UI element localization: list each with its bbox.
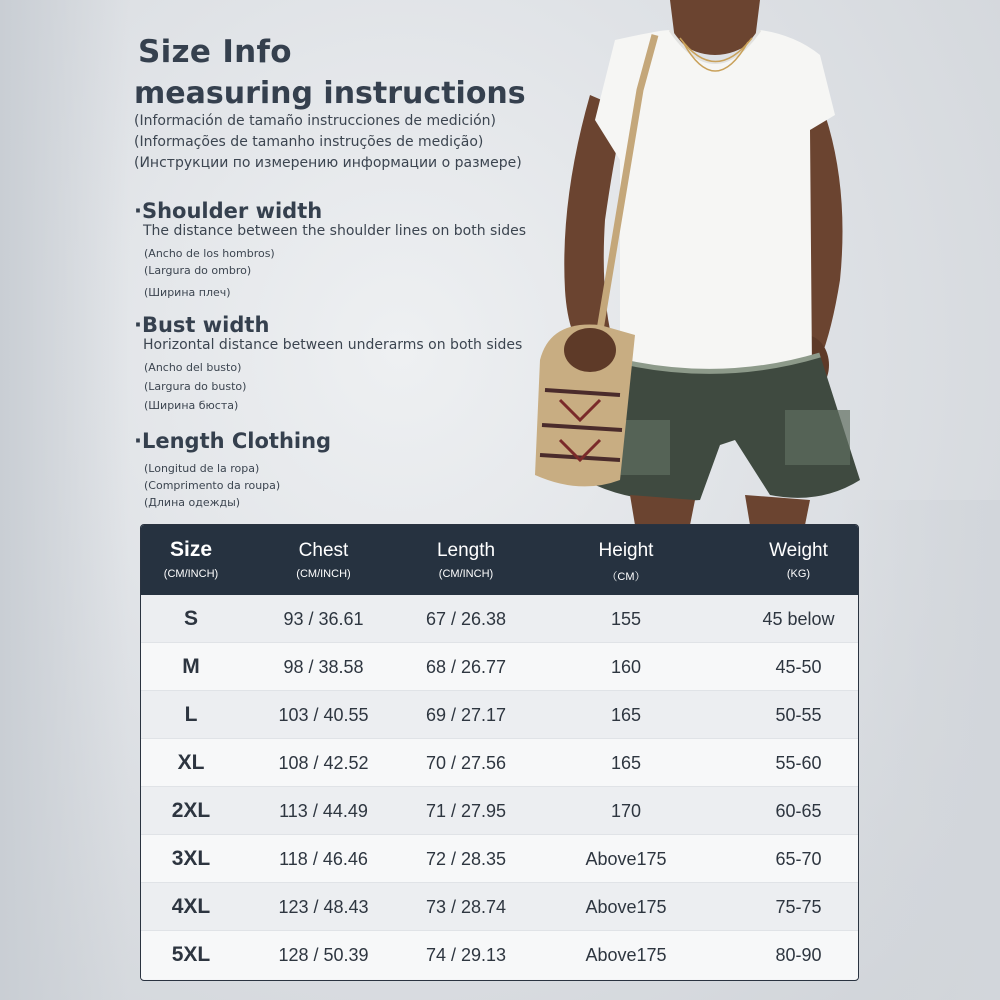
table-row bbox=[141, 691, 858, 739]
bust-width-translation-es: (Ancho del busto) bbox=[144, 361, 242, 374]
header-height-label: Height bbox=[598, 540, 654, 561]
weight-cell: 50-55 bbox=[775, 705, 822, 725]
weight-cell: 65-70 bbox=[775, 849, 822, 869]
table-header bbox=[141, 525, 858, 595]
bust-width-translation-pt: (Largura do busto) bbox=[144, 380, 247, 393]
length-clothing-translation-ru: (Длина одежды) bbox=[144, 496, 241, 509]
table-row bbox=[141, 931, 858, 979]
chest-cell: 93 / 36.61 bbox=[283, 609, 364, 629]
header-weight bbox=[721, 525, 859, 595]
header-chest bbox=[241, 525, 406, 595]
height-cell: 160 bbox=[610, 657, 642, 677]
header-chest-label: Chest bbox=[298, 540, 349, 561]
shoulder-width-description: The distance between the shoulder lines on both sides bbox=[143, 223, 527, 239]
header-length bbox=[391, 525, 541, 595]
length-cell: 73 / 28.74 bbox=[425, 897, 507, 917]
header-weight-unit: (KG) bbox=[786, 568, 811, 580]
header-weight-label: Weight bbox=[769, 540, 828, 561]
table-row bbox=[141, 739, 858, 787]
weight-cell: 80-90 bbox=[775, 945, 822, 965]
length-cell: 69 / 27.17 bbox=[425, 705, 507, 725]
height-cell: Above175 bbox=[585, 849, 667, 869]
size-cell: 2XL bbox=[171, 799, 211, 822]
chest-cell: 98 / 38.58 bbox=[283, 657, 364, 677]
weight-cell: 55-60 bbox=[775, 753, 822, 773]
size-cell: M bbox=[182, 655, 200, 678]
length-cell: 74 / 29.13 bbox=[425, 945, 507, 965]
height-cell: Above175 bbox=[585, 897, 667, 917]
size-cell: 4XL bbox=[171, 895, 211, 918]
height-cell: 170 bbox=[610, 801, 642, 821]
header-size-label: Size bbox=[169, 538, 213, 561]
length-cell: 67 / 26.38 bbox=[425, 609, 507, 629]
chest-cell: 123 / 48.43 bbox=[278, 897, 369, 917]
shoulder-width-translation-es: (Ancho de los hombros) bbox=[144, 247, 275, 260]
table-row bbox=[141, 595, 858, 643]
chest-cell: 108 / 42.52 bbox=[278, 753, 369, 773]
weight-cell: 45-50 bbox=[775, 657, 822, 677]
table-row bbox=[141, 835, 858, 883]
bust-width-translation-ru: (Ширина бюста) bbox=[144, 399, 239, 412]
shoulder-width-heading: ·Shoulder width bbox=[134, 199, 323, 223]
chest-cell: 113 / 44.49 bbox=[279, 801, 368, 821]
length-clothing-heading: ·Length Clothing bbox=[134, 429, 332, 453]
subtitle-translation-es: (Información de tamaño instrucciones de medición) bbox=[134, 113, 497, 129]
length-cell: 68 / 26.77 bbox=[425, 657, 507, 677]
weight-cell: 75-75 bbox=[775, 897, 822, 917]
bust-width-description: Horizontal distance between underarms on both sides bbox=[143, 337, 523, 353]
size-cell: XL bbox=[177, 751, 205, 774]
header-length-unit: (CM/INCH) bbox=[438, 568, 494, 580]
height-cell: 155 bbox=[610, 609, 642, 629]
page-title: Size Info bbox=[138, 34, 292, 70]
shoulder-width-translation-pt: (Largura do ombro) bbox=[144, 264, 252, 277]
length-cell: 71 / 27.95 bbox=[425, 801, 507, 821]
table-row bbox=[141, 787, 858, 835]
subtitle-translation-pt: (Informações de tamanho instruções de medição) bbox=[134, 134, 484, 150]
length-clothing-translation-pt: (Comprimento da roupa) bbox=[144, 479, 281, 492]
table-row bbox=[141, 643, 858, 691]
chest-cell: 128 / 50.39 bbox=[278, 945, 369, 965]
chest-cell: 118 / 46.46 bbox=[279, 849, 368, 869]
header-length-label: Length bbox=[436, 540, 496, 561]
header-size bbox=[141, 525, 241, 595]
size-cell: S bbox=[183, 607, 198, 630]
model-photo bbox=[520, 0, 880, 525]
header-chest-unit: (CM/INCH) bbox=[296, 568, 351, 580]
subtitle-translation-ru: (Инструкции по измерению информации о размере) bbox=[134, 155, 522, 171]
background-shade-right bbox=[840, 500, 1000, 1000]
length-cell: 72 / 28.35 bbox=[425, 849, 507, 869]
length-cell: 70 / 27.56 bbox=[425, 753, 507, 773]
size-table bbox=[140, 524, 859, 981]
height-cell: Above175 bbox=[585, 945, 667, 965]
bust-width-heading: ·Bust width bbox=[134, 313, 270, 337]
background-shade-left bbox=[0, 0, 130, 1000]
size-cell: L bbox=[184, 703, 198, 726]
height-cell: 165 bbox=[610, 753, 642, 773]
page-subtitle: measuring instructions bbox=[134, 76, 526, 111]
length-clothing-translation-es: (Longitud de la ropa) bbox=[144, 462, 260, 475]
size-cell: 3XL bbox=[171, 847, 211, 870]
header-height bbox=[551, 525, 701, 595]
weight-cell: 60-65 bbox=[775, 801, 822, 821]
height-cell: 165 bbox=[610, 705, 642, 725]
weight-cell: 45 below bbox=[762, 609, 835, 629]
table-row bbox=[141, 883, 858, 931]
header-height-unit: （CM） bbox=[606, 571, 646, 583]
shoulder-width-translation-ru: (Ширина плеч) bbox=[144, 286, 231, 299]
header-size-unit: (CM/INCH) bbox=[163, 568, 219, 580]
chest-cell: 103 / 40.55 bbox=[278, 705, 369, 725]
size-cell: 5XL bbox=[171, 943, 211, 966]
